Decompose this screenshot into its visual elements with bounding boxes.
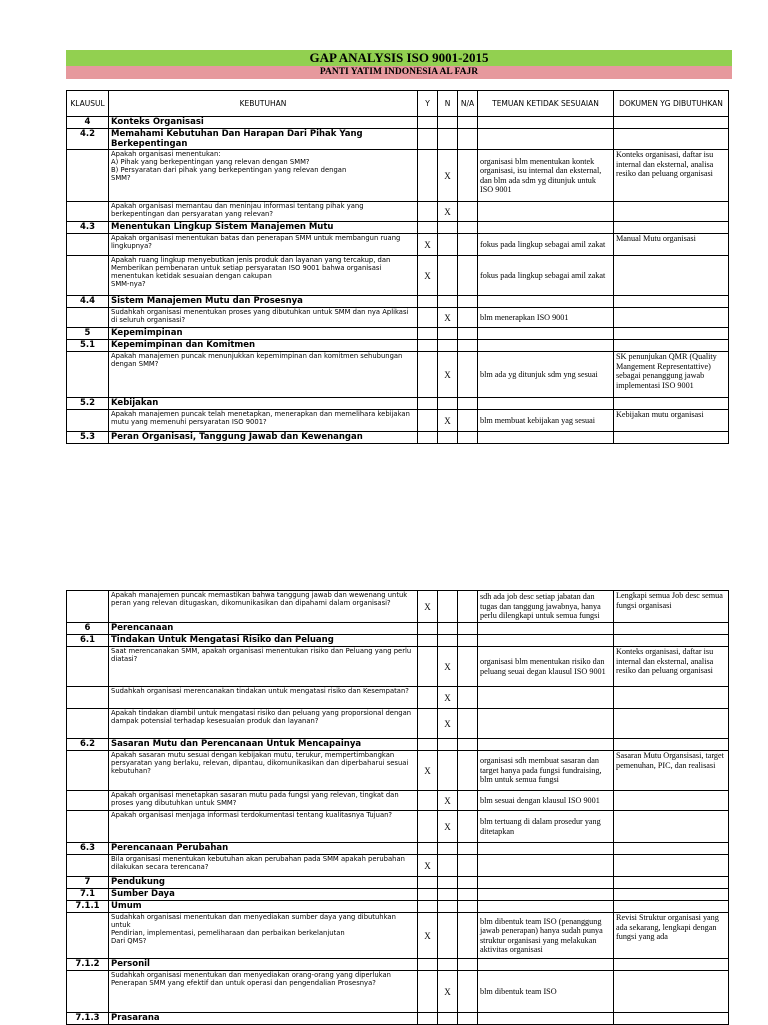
mark-n: X	[438, 150, 458, 202]
section-row	[67, 1013, 729, 1025]
section-row	[67, 222, 729, 234]
requirement-text: Sudahkah organisasi merencanakan tindakan untuk mengatasi risiko dan Kesempatan?	[109, 687, 418, 709]
section-row	[67, 432, 729, 444]
mark-y	[418, 202, 438, 222]
requirement-text: Apakah manajemen puncak telah menetapkan, menerapkan dan memelihara kebijakan mutu yang memenuhi persyaratan ISO 9001?	[109, 410, 418, 432]
section-row	[67, 901, 729, 913]
document-needed	[614, 855, 729, 877]
mark-y: X	[418, 234, 438, 256]
section-title: Kebijakan	[109, 398, 418, 410]
mark-n	[438, 751, 458, 791]
mark-n	[438, 256, 458, 296]
mark-y: X	[418, 855, 438, 877]
header-klausul: KLAUSUL	[67, 91, 109, 117]
klausul-number: 4.2	[67, 129, 109, 150]
klausul-number: 6.3	[67, 843, 109, 855]
question-row	[67, 687, 729, 709]
klausul-number: 6.2	[67, 739, 109, 751]
question-row	[67, 202, 729, 222]
question-row	[67, 150, 729, 202]
section-row	[67, 398, 729, 410]
mark-na	[458, 202, 478, 222]
document-needed: Konteks organisasi, daftar isu internal dan eksternal, analisa resiko dan peluang organisasi	[614, 647, 729, 687]
mark-n: X	[438, 647, 458, 687]
document-needed	[614, 791, 729, 811]
document-needed	[614, 687, 729, 709]
finding-text: organisasi sdh membuat sasaran dan target hanya pada fungsi fundraising, blm untuk semua fungsi	[478, 751, 614, 791]
section-row	[67, 296, 729, 308]
question-row	[67, 913, 729, 959]
finding-text: blm dibentuk team ISO	[478, 971, 614, 1013]
question-row	[67, 647, 729, 687]
klausul-number: 5.2	[67, 398, 109, 410]
mark-y	[418, 150, 438, 202]
header-y: Y	[418, 91, 438, 117]
mark-na	[458, 913, 478, 959]
mark-n	[438, 913, 458, 959]
header-dokumen: DOKUMEN YG DIBUTUHKAN	[614, 91, 729, 117]
mark-na	[458, 855, 478, 877]
section-title: Umum	[109, 901, 418, 913]
requirement-text: Apakah organisasi menentukan: A) Pihak yang berkepentingan yang relevan dengan SMM? B) Persyaratan dari pihak yang berkepentingan yang relevan dengan SMM?	[109, 150, 418, 202]
klausul-number: 6	[67, 623, 109, 635]
mark-na	[458, 709, 478, 739]
header-temuan: TEMUAN KETIDAK SESUAIAN	[478, 91, 614, 117]
question-row	[67, 791, 729, 811]
klausul-number: 4	[67, 117, 109, 129]
requirement-text: Sudahkah organisasi menentukan dan menyediakan orang-orang yang diperlukan Penerapan SMM yang efektif dan untuk operasi dan pengendalian Prosesnya?	[109, 971, 418, 1013]
document-needed	[614, 811, 729, 843]
section-row	[67, 843, 729, 855]
gap-table-bottom	[66, 590, 729, 1025]
section-title: Menentukan Lingkup Sistem Manajemen Mutu	[109, 222, 418, 234]
mark-n: X	[438, 971, 458, 1013]
klausul-number: 5.3	[67, 432, 109, 444]
section-title: Peran Organisasi, Tanggung Jawab dan Kewenangan	[109, 432, 418, 444]
question-row	[67, 308, 729, 328]
question-row	[67, 256, 729, 296]
header-n: N	[438, 91, 458, 117]
requirement-text: Apakah manajemen puncak memastikan bahwa tanggung jawab dan wewenang untuk peran yang relevan ditugaskan, dikomunikasikan dan dipahami dalam organisasi?	[109, 591, 418, 623]
klausul-number: 5	[67, 328, 109, 340]
finding-text: fokus pada lingkup sebagai amil zakat	[478, 256, 614, 296]
document-needed: Sasaran Mutu Organsisasi, target pemenuhan, PIC, dan realisasi	[614, 751, 729, 791]
document-title: GAP ANALYSIS ISO 9001-2015	[66, 50, 732, 66]
section-title: Kepemimpinan dan Komitmen	[109, 340, 418, 352]
finding-text: sdh ada job desc setiap jabatan dan tugas dan tanggung jawabnya, hanya perlu dilengkapi untuk semua fungsi	[478, 591, 614, 623]
finding-text: blm dibentuk team ISO (penanggung jawab penerapan) hanya sudah punya struktur organisasi yang melakukan aktivitas organisasi	[478, 913, 614, 959]
header-na: N/A	[458, 91, 478, 117]
section-title: Perencanaan Perubahan	[109, 843, 418, 855]
requirement-text: Apakah manajemen puncak menunjukkan kepemimpinan dan komitmen sehubungan dengan SMM?	[109, 352, 418, 398]
mark-y	[418, 647, 438, 687]
klausul-number: 4.4	[67, 296, 109, 308]
requirement-text: Sudahkah organisasi menentukan proses yang dibutuhkan untuk SMM dan nya Aplikasi di seluruh organisasi?	[109, 308, 418, 328]
mark-y	[418, 308, 438, 328]
klausul-number: 7.1.3	[67, 1013, 109, 1025]
mark-y: X	[418, 913, 438, 959]
finding-text: blm membuat kebijakan yag sesuai	[478, 410, 614, 432]
requirement-text: Bila organisasi menentukan kebutuhan akan perubahan pada SMM apakah perubahan dilakukan secara terencana?	[109, 855, 418, 877]
gap-table-top	[66, 90, 729, 444]
finding-text: fokus pada lingkup sebagai amil zakat	[478, 234, 614, 256]
mark-n	[438, 234, 458, 256]
mark-y	[418, 687, 438, 709]
mark-na	[458, 751, 478, 791]
requirement-text: Sudahkah organisasi menentukan dan menyediakan sumber daya yang dibutuhkan untuk Pendirian, implementasi, pemeliharaan dan perbaikan berkelanjutan Dari QMS?	[109, 913, 418, 959]
mark-y: X	[418, 591, 438, 623]
section-row	[67, 117, 729, 129]
question-row	[67, 352, 729, 398]
mark-n: X	[438, 410, 458, 432]
mark-na	[458, 591, 478, 623]
section-title: Memahami Kebutuhan Dan Harapan Dari Pihak Yang Berkepentingan	[109, 129, 418, 150]
document-needed: Manual Mutu organisasi	[614, 234, 729, 256]
question-row	[67, 709, 729, 739]
mark-y	[418, 791, 438, 811]
mark-na	[458, 791, 478, 811]
mark-na	[458, 352, 478, 398]
mark-y	[418, 410, 438, 432]
mark-na	[458, 234, 478, 256]
section-title: Konteks Organisasi	[109, 117, 418, 129]
question-row	[67, 855, 729, 877]
document-needed	[614, 971, 729, 1013]
klausul-number: 5.1	[67, 340, 109, 352]
document-needed: Lengkapi semua Job desc semua fungsi organisasi	[614, 591, 729, 623]
section-row	[67, 889, 729, 901]
document-subtitle: PANTI YATIM INDONESIA AL FAJR	[66, 66, 732, 79]
question-row	[67, 971, 729, 1013]
document-needed: Konteks organisasi, daftar isu internal dan eksternal, analisa resiko dan peluang organisasi	[614, 150, 729, 202]
section-row	[67, 959, 729, 971]
mark-n: X	[438, 352, 458, 398]
question-row	[67, 234, 729, 256]
section-title: Sasaran Mutu dan Perencanaan Untuk Mencapainya	[109, 739, 418, 751]
requirement-text: Saat merencanakan SMM, apakah organisasi menentukan risiko dan Peluang yang perlu diatasi?	[109, 647, 418, 687]
requirement-text: Apakah sasaran mutu sesuai dengan kebijakan mutu, terukur, mempertimbangkan persyaratan yang berlaku, relevan, dipantau, dikomunikasikan dan diperbaharui sesuai kebutuhan?	[109, 751, 418, 791]
klausul-number: 6.1	[67, 635, 109, 647]
section-title: Kepemimpinan	[109, 328, 418, 340]
section-title: Prasarana	[109, 1013, 418, 1025]
finding-text	[478, 855, 614, 877]
mark-n	[438, 855, 458, 877]
klausul-number: 7.1.1	[67, 901, 109, 913]
finding-text: organisasi blm menentukan risiko dan peluang seuai degan klausul ISO 9001	[478, 647, 614, 687]
mark-n: X	[438, 202, 458, 222]
mark-na	[458, 811, 478, 843]
section-title: Pendukung	[109, 877, 418, 889]
mark-n	[438, 591, 458, 623]
mark-y	[418, 709, 438, 739]
question-row	[67, 591, 729, 623]
question-row	[67, 410, 729, 432]
document-needed	[614, 308, 729, 328]
finding-text: blm menerapkan ISO 9001	[478, 308, 614, 328]
mark-y	[418, 811, 438, 843]
finding-text	[478, 687, 614, 709]
section-title: Personil	[109, 959, 418, 971]
section-row	[67, 739, 729, 751]
section-row	[67, 877, 729, 889]
mark-na	[458, 150, 478, 202]
mark-y	[418, 352, 438, 398]
section-row	[67, 328, 729, 340]
mark-n: X	[438, 709, 458, 739]
finding-text: blm sesuai dengan klausul ISO 9001	[478, 791, 614, 811]
klausul-number: 7.1	[67, 889, 109, 901]
mark-na	[458, 687, 478, 709]
mark-n: X	[438, 811, 458, 843]
requirement-text: Apakah organisasi menetapkan sasaran mutu pada fungsi yang relevan, tingkat dan proses yang dibutuhkan untuk SMM?	[109, 791, 418, 811]
document-needed	[614, 202, 729, 222]
finding-text	[478, 202, 614, 222]
mark-na	[458, 308, 478, 328]
klausul-number: 7.1.2	[67, 959, 109, 971]
requirement-text: Apakah ruang lingkup menyebutkan jenis produk dan layanan yang tercakup, dan Memberikan pembenaran untuk setiap persyaratan ISO 9001 bahwa organisasi menentukan ketidak sesuaian dengan cakupan SMM-nya?	[109, 256, 418, 296]
document-needed: Kebijakan mutu organisasi	[614, 410, 729, 432]
document-needed	[614, 709, 729, 739]
requirement-text: Apakah organisasi menjaga informasi terdokumentasi tentang kualitasnya Tujuan?	[109, 811, 418, 843]
mark-n: X	[438, 687, 458, 709]
document-needed: SK penunjukan QMR (Quality Mangement Representattive) sebagai penanggung jawab implementasi ISO 9001	[614, 352, 729, 398]
requirement-text: Apakah organisasi memantau dan meninjau informasi tentang pihak yang berkepentingan dan persyaratan yang relevan?	[109, 202, 418, 222]
klausul-number: 4.3	[67, 222, 109, 234]
mark-na	[458, 647, 478, 687]
finding-text: blm ada yg ditunjuk sdm yng sesuai	[478, 352, 614, 398]
requirement-text: Apakah tindakan diambil untuk mengatasi risiko dan peluang yang proporsional dengan dampak potensial terhadap kesesuaian produk dan layanan?	[109, 709, 418, 739]
mark-n: X	[438, 308, 458, 328]
finding-text: blm tertuang di dalam prosedur yang ditetapkan	[478, 811, 614, 843]
section-title: Tindakan Untuk Mengatasi Risiko dan Peluang	[109, 635, 418, 647]
mark-na	[458, 256, 478, 296]
mark-y	[418, 971, 438, 1013]
mark-y: X	[418, 256, 438, 296]
requirement-text: Apakah organisasi menentukan batas dan penerapan SMM untuk membangun ruang lingkupnya?	[109, 234, 418, 256]
section-title: Perencanaan	[109, 623, 418, 635]
mark-na	[458, 410, 478, 432]
section-row	[67, 340, 729, 352]
mark-na	[458, 971, 478, 1013]
header-kebutuhan: KEBUTUHAN	[109, 91, 418, 117]
section-row	[67, 623, 729, 635]
section-row	[67, 635, 729, 647]
mark-n: X	[438, 791, 458, 811]
question-row	[67, 751, 729, 791]
section-title: Sistem Manajemen Mutu dan Prosesnya	[109, 296, 418, 308]
finding-text	[478, 709, 614, 739]
question-row	[67, 811, 729, 843]
section-row	[67, 129, 729, 150]
document-needed: Revisi Struktur organisasi yang ada sekarang, lengkapi dengan fungsi yang ada	[614, 913, 729, 959]
document-needed	[614, 256, 729, 296]
finding-text: organisasi blm menentukan kontek organisasi, isu internal dan eksternal, dan blm ada sdm yg ditunjuk untuk ISO 9001	[478, 150, 614, 202]
mark-y: X	[418, 751, 438, 791]
klausul-number: 7	[67, 877, 109, 889]
section-title: Sumber Daya	[109, 889, 418, 901]
